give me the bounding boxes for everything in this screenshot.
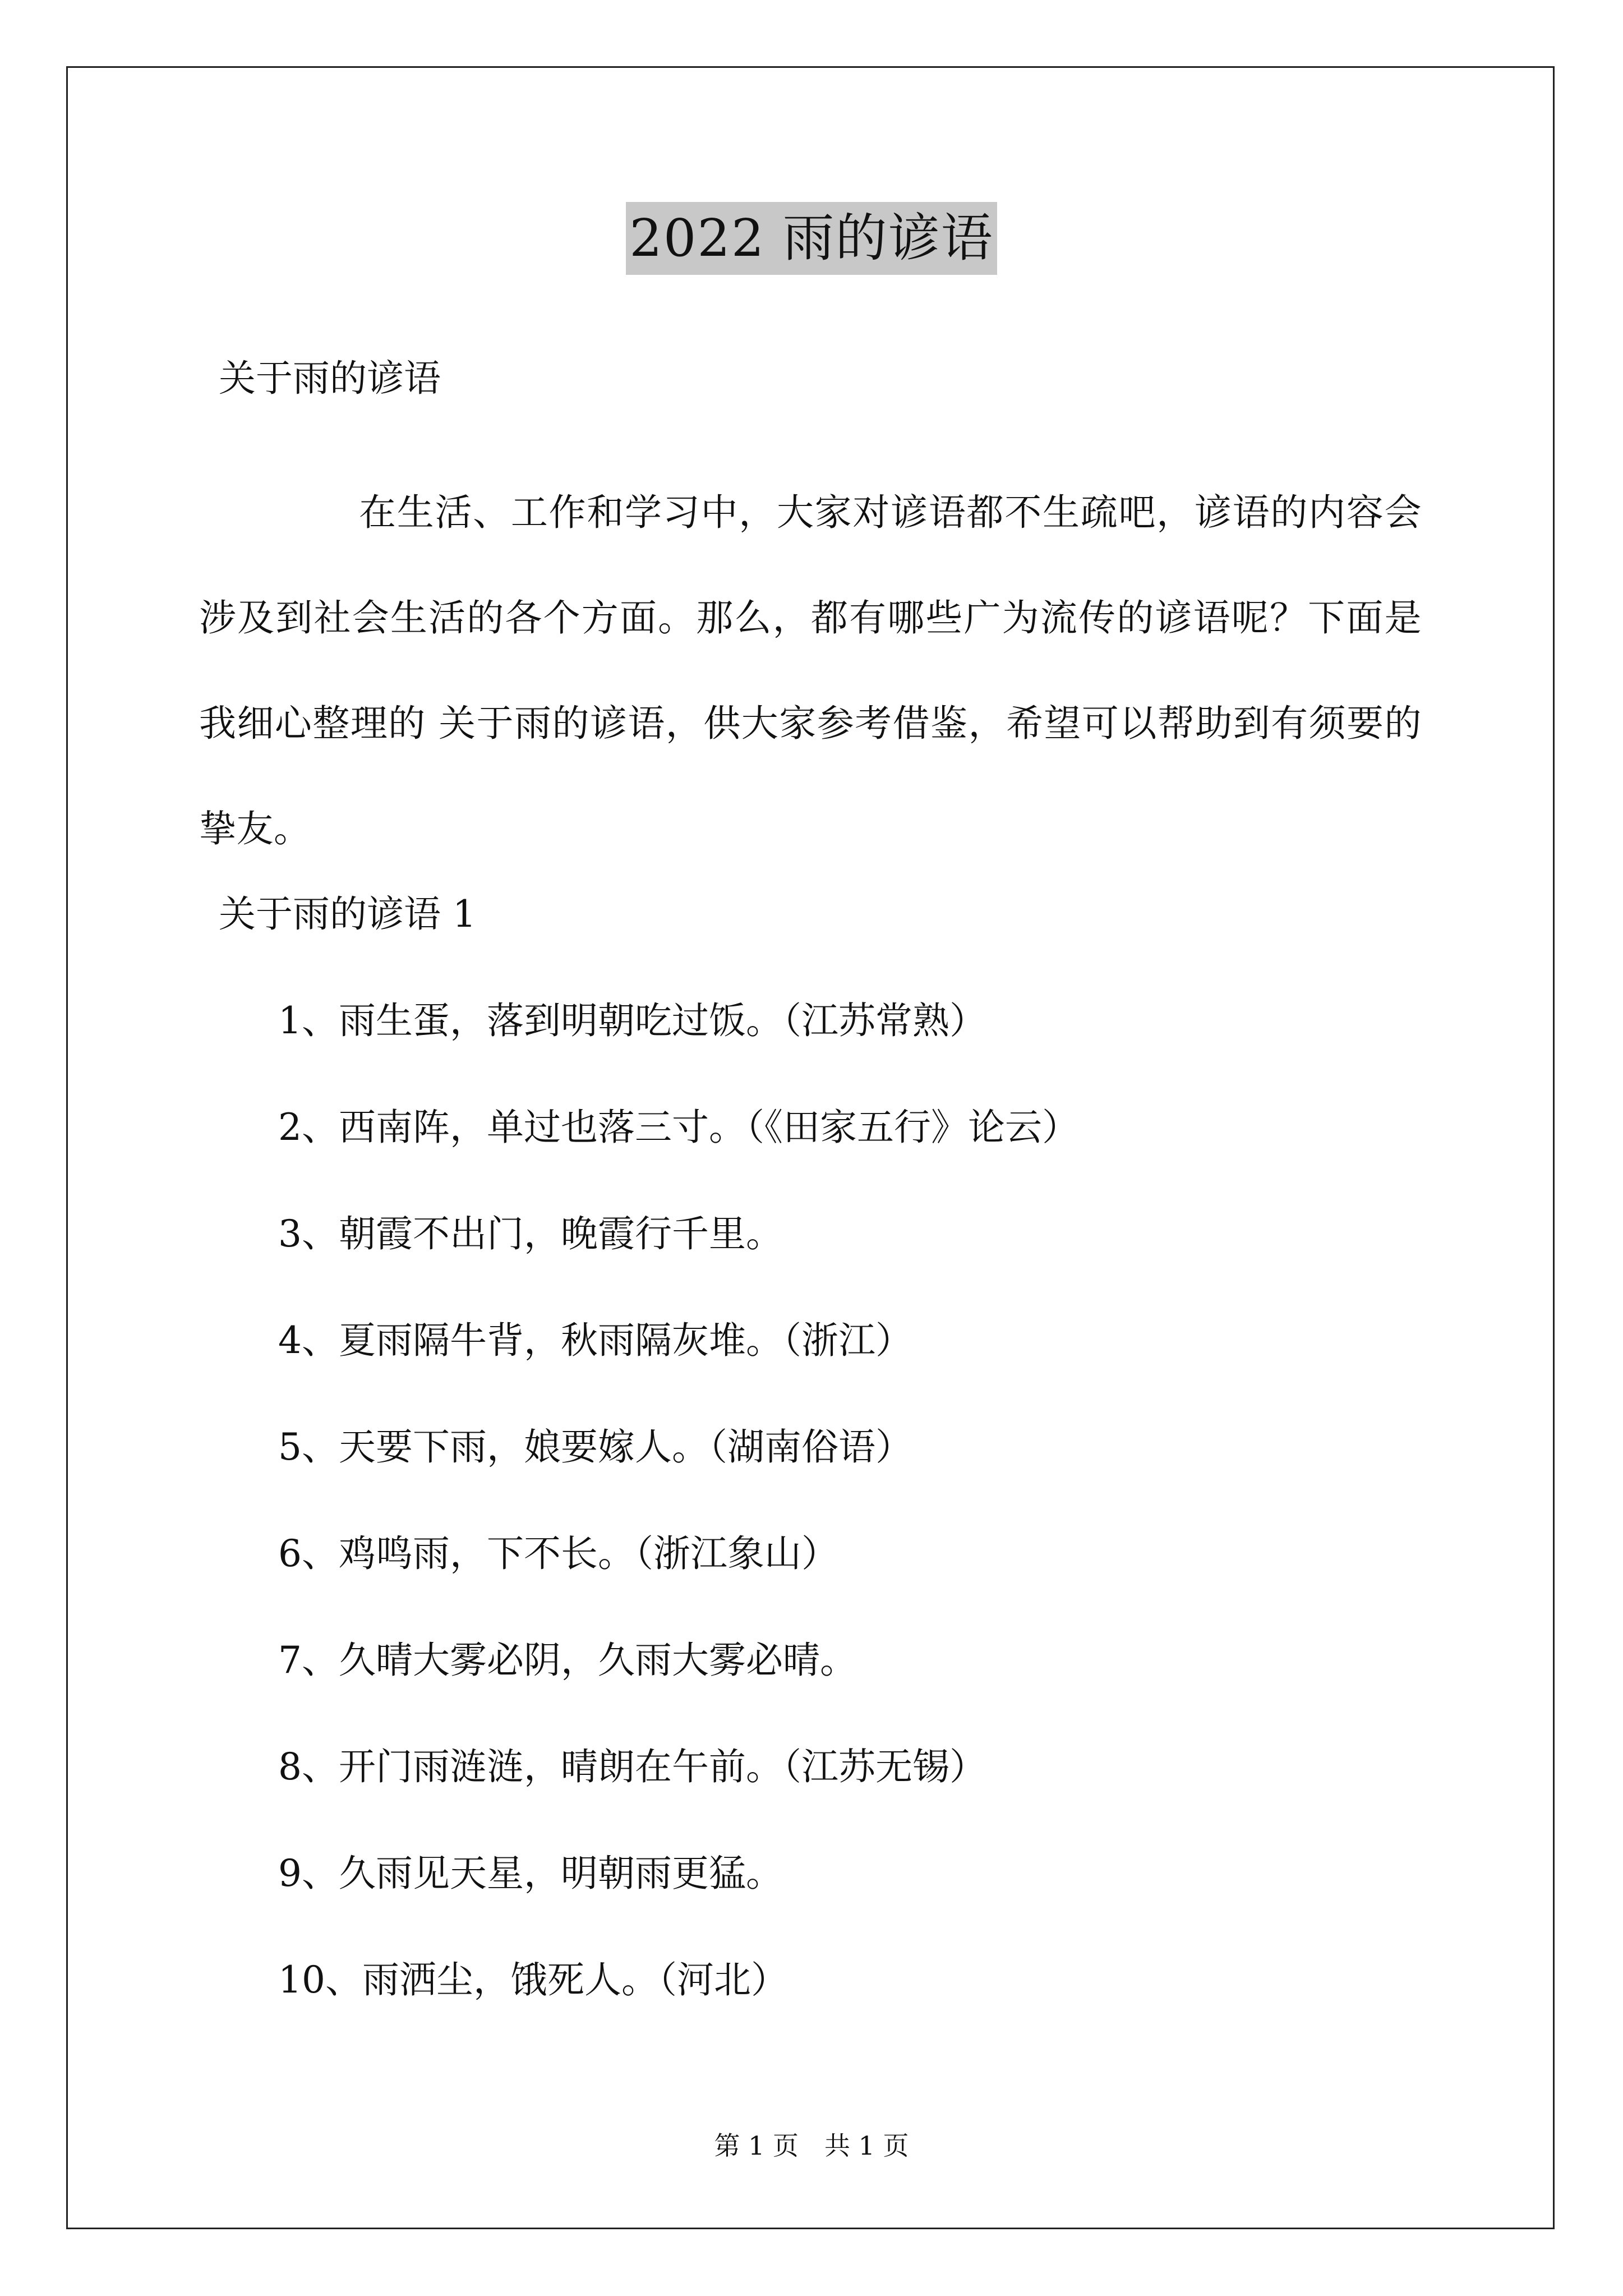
section-heading: 关于雨的谚语 1 [219,892,476,936]
intro-paragraph: 在生活、工作和学习中，大家对谚语都不生疏吧，谚语的内容会涉及到社会生活的各个方面。那么，都有哪些广为流传的谚语呢？下面是我细心整理的 关于雨的谚语，供大家参考借鉴，希望可以帮助到有须要的挚友。 [199,491,1422,850]
proverb-item: 1、雨生蛋，落到明朝吃过饭。（江苏常熟） [278,999,986,1042]
proverb-item: 5、天要下雨，娘要嫁人。（湖南俗语） [278,1425,912,1469]
proverb-item: 7、久晴大雾必阴，久雨大雾必晴。 [278,1639,857,1682]
subtitle: 关于雨的谚语 [219,357,441,400]
page-footer: 第 1 页 共 1 页 [714,2131,909,2161]
title-container [0,202,1623,275]
proverb-item: 10、雨洒尘，饿死人。（河北） [278,1958,788,2001]
proverb-item: 6、鸡鸣雨，下不长。（浙江象山） [278,1532,838,1575]
proverb-item: 3、朝霞不出门，晚霞行千里。 [278,1212,783,1255]
proverb-item: 4、夏雨隔牛背，秋雨隔灰堆。（浙江） [278,1319,912,1362]
proverb-item: 8、开门雨涟涟，晴朗在午前。（江苏无锡） [278,1745,986,1788]
proverb-item: 2、西南阵，单过也落三寸。（《田家五行》论云） [278,1106,1079,1149]
proverb-item: 9、久雨见天星，明朝雨更猛。 [278,1852,783,1895]
document-title: 2022 雨的谚语 [626,202,997,275]
